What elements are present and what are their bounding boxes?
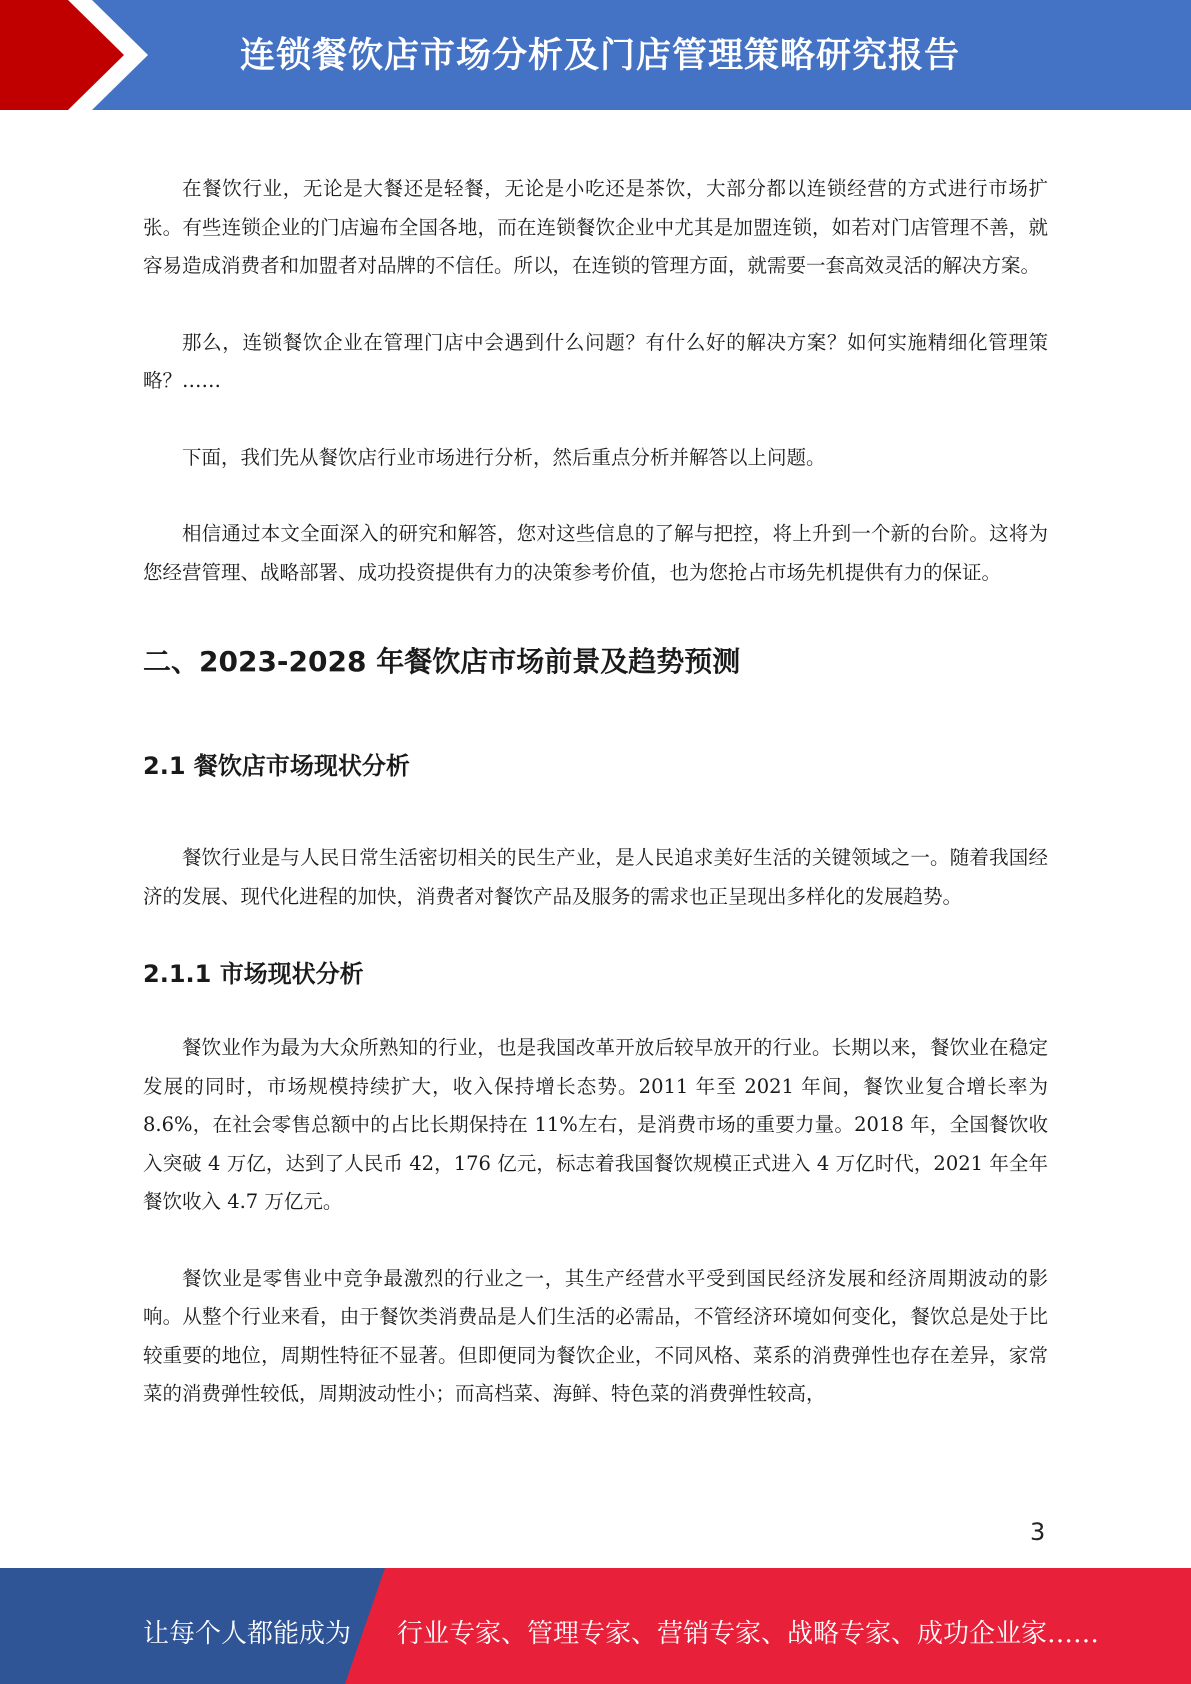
page-number: 3 <box>1030 1518 1046 1546</box>
header-red-arrow-decoration <box>0 0 160 110</box>
paragraph-market-1: 餐饮业作为最为大众所熟知的行业，也是我国改革开放后较早放开的行业。长期以来，餐饮业在稳定发展的同时，市场规模持续扩大，收入保持增长态势。2011 年至 2021 年间，餐饮业复合增长率为 8.6%，在社会零售总额中的占比长期保持在 11%左右，是消费市场的重要力量。2018 年，全国餐饮收入突破 4 万亿，达到了人民币 42，176 亿元，标志着我国餐饮规模正式进入 4 万亿时代，2021 年全年餐饮收入 4.7 万亿元。 <box>143 1036 1048 1213</box>
paragraph-subsection: 餐饮行业是与人民日常生活密切相关的民生产业，是人民追求美好生活的关键领域之一。随着我国经济的发展、现代化进程的加快，消费者对餐饮产品及服务的需求也正呈现出多样化的发展趋势。 <box>143 846 1048 908</box>
paragraph-intro-4: 相信通过本文全面深入的研究和解答，您对这些信息的了解与把控，将上升到一个新的台阶。这将为您经营管理、战略部署、成功投资提供有力的决策参考价值，也为您抢占市场先机提供有力的保证。 <box>143 522 1048 584</box>
paragraph-market-2: 餐饮业是零售业中竞争最激烈的行业之一，其生产经营水平受到国民经济发展和经济周期波动的影响。从整个行业来看，由于餐饮类消费品是人们生活的必需品，不管经济环境如何变化，餐饮总是处于比较重要的地位，周期性特征不显著。但即便同为餐饮企业，不同风格、菜系的消费弹性也存在差异，家常菜的消费弹性较低，周期波动性小；而高档菜、海鲜、特色菜的消费弹性较高， <box>143 1266 1048 1405</box>
page-body <box>143 170 1048 1452</box>
footer-slogan-left: 让每个人都能成为 <box>143 1619 352 1649</box>
paragraph-intro-2: 那么，连锁餐饮企业在管理门店中会遇到什么问题？有什么好的解决方案？如何实施精细化管理策略？…… <box>143 330 1048 392</box>
subsubsection-heading: 2.1.1 市场现状分析 <box>143 960 364 988</box>
paragraph-intro-1: 在餐饮行业，无论是大餐还是轻餐，无论是小吃还是茶饮，大部分都以连锁经营的方式进行市场扩张。有些连锁企业的门店遍布全国各地，而在连锁餐饮企业中尤其是加盟连锁，如若对门店管理不善，就容易造成消费者和加盟者对品牌的不信任。所以，在连锁的管理方面，就需要一套高效灵活的解决方案。 <box>143 177 1048 277</box>
page-header <box>0 0 1191 110</box>
subsection-heading: 2.1 餐饮店市场现状分析 <box>143 752 410 780</box>
report-title: 连锁餐饮店市场分析及门店管理策略研究报告 <box>240 36 961 76</box>
paragraph-intro-3: 下面，我们先从餐饮店行业市场进行分析，然后重点分析并解答以上问题。 <box>182 445 826 469</box>
page-footer <box>0 1568 1191 1684</box>
footer-slogan-right: 行业专家、管理专家、营销专家、战略专家、成功企业家…… <box>397 1619 1100 1649</box>
section-heading: 二、2023-2028 年餐饮店市场前景及趋势预测 <box>143 645 741 678</box>
